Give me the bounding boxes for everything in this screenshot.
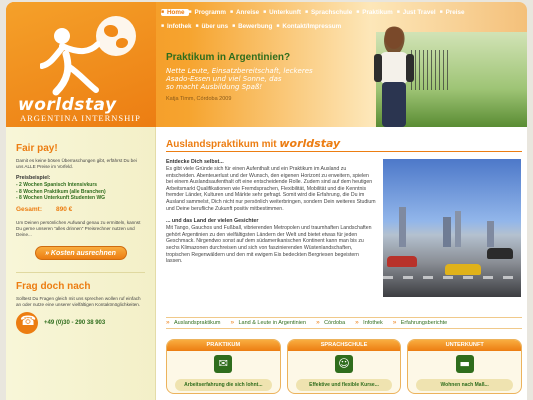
logo[interactable] [6,2,156,127]
feature-box-unterkunft [407,339,522,394]
price-item: - 8 Wochen Unterkunft Studenten WG [16,195,106,201]
fair-pay-section [6,127,155,260]
page-title [166,137,340,150]
main-content [156,127,527,400]
quick-link[interactable]: » Infothek [355,320,383,326]
price-total-label: Gesamt: [16,205,43,213]
nav-item-infothek[interactable]: ■ Infothek [161,23,196,30]
taxi [445,264,481,275]
car [487,248,513,259]
speech-icon: ☺ [335,355,353,373]
feature-box-title: PRAKTIKUM [167,340,280,351]
hero-quote-line: Asado-Essen und viel Sonne, das [166,75,282,83]
feature-boxes [166,339,522,394]
nav-item-über-uns[interactable]: ■ über uns [196,23,233,30]
feature-box-icon-wrap [408,351,521,377]
city-street-photo [383,159,521,297]
feature-box-button[interactable]: Arbeitserfahrung die sich lohnt... [175,379,272,391]
quick-links [166,317,522,329]
price-item: - 2 Wochen Spanisch Intensivkurs [16,182,98,188]
skyline-tower [455,211,461,247]
phone-row [16,312,145,334]
hero-text [166,52,366,102]
price-example-title: Preisbeispiel: [16,175,51,181]
phone-icon [16,312,38,334]
hero-title: Praktikum in Argentinien? [166,52,291,63]
brand-subtitle: ARGENTINA INTERNSHIP [20,113,141,123]
contact-text: Solltest Du Fragen gleich mit uns sprechen wollen ruf einfach an oder nutze eine unserer vielfältigen Kontaktmöglichkeiten. [16,295,141,307]
feature-box-praktikum [166,339,281,394]
cost-calculator-text: Um Deinen persönlichen Aufwand genau zu ermitteln, kannst Du gerne unseren "alles drinnen" Preisrechner nutzen und Deine... [16,219,141,237]
quick-link[interactable]: » Land & Leute in Argentinien [230,320,306,326]
feature-box-icon-wrap [167,351,280,377]
sidebar [6,127,156,400]
price-total-value: 890 € [56,205,73,213]
skyline-tower [487,221,494,247]
nav-item-bewerbung[interactable]: ■ Bewerbung [232,23,276,30]
hero-cite: Katja Timm, Córdoba 2009 [166,96,232,102]
main-nav [161,6,525,32]
feature-box-title: SPRACHSCHULE [288,340,401,351]
feature-box-title: UNTERKUNFT [408,340,521,351]
feature-box-icon-wrap [288,351,401,377]
nav-item-sprachschule[interactable]: ■ Sprachschule [305,9,356,16]
nav-item-unterkunft[interactable]: ■ Unterkunft [263,9,305,16]
nav-row-2 [161,20,525,32]
phone-number[interactable]: +49 (0)30 - 290 38 903 [44,319,106,326]
hero-quote [166,67,366,91]
quick-link[interactable]: » Erfahrungsberichte [393,320,447,326]
nav-item-anreise[interactable]: ■ Anreise [230,9,263,16]
quick-link[interactable]: » Córdoba [316,320,345,326]
fair-pay-title: Fair pay! [16,143,58,154]
feature-box-button[interactable]: Effektive und flexible Kurse... [296,379,393,391]
section-text: Mit Tango, Gauchos und Fußball, vibrierenden Metropolen und traumhaften Landschaften gehört Argentinien zu den vielfältigsten Ländern der Welt und bietet etwas für jeden Geschmack. Nirgendwo sonst auf dem südamerikanischen Kontinent kann man bis zu sechs Klimazonen durchreisen und sich von faszinierenden Wüstenlandschaften, tropischen Regenwäldern und den mit ewigem Eis bedeckten Bergriesen begeistern lassen. [166,225,372,265]
car [387,256,417,267]
briefcase-icon: ✉ [214,355,232,373]
nav-item-kontakt-impressum[interactable]: ■ Kontakt/Impressum [276,23,345,30]
nav-row-1 [161,6,525,18]
section-heading: ... und das Land der vielen Gesichter [166,218,259,225]
page-title-text: Auslandspraktikum mit [166,139,277,150]
price-example-list [16,182,145,202]
nav-item-preise[interactable]: ■ Preise [440,9,469,16]
skyline-tower [443,217,451,247]
road-lane [383,276,521,279]
nav-item-home[interactable]: ■ Home [161,9,189,16]
article-body [166,159,376,265]
bed-icon: ▬ [456,355,474,373]
feature-box-sprachschule [287,339,402,394]
hero-quote-line: so macht Ausbildung Spaß! [166,83,263,91]
hero-photo-person [364,24,424,127]
quick-link[interactable]: » Auslandspraktikum [166,320,220,326]
calculate-costs-button[interactable]: » Kosten ausrechnen [35,246,127,260]
title-divider [166,151,522,152]
runner-logo-icon [40,24,100,96]
nav-item-praktikum[interactable]: ■ Praktikum [356,9,396,16]
contact-section [6,281,155,334]
hero-quote-line: Nette Leute, Einsatzbereitschaft, leckeres [166,67,313,75]
skyline-tower [399,207,406,247]
header [6,2,527,127]
fair-pay-text: Damit es keine bösen Überraschungen gibt, erfährst Du bei uns ALLE Preise im Vorfeld. [16,158,137,169]
globe-icon [96,16,136,56]
nav-item-programm[interactable]: ■ Programm [189,9,231,16]
section-text: Es gibt viele Gründe sich für einen Aufenthalt und ein Praktikum im Ausland zu entscheiden. Abenteuerlust und der Wunsch, den eigenen Horizont zu erweitern, spielen bei einem Auslandsaufenthalt oft eine entscheidende Rolle. Zudem sind auf dem heutigen Arbeitsmarkt Qualifikationen wie Fremdsprachen, Flexibilität, Mobilität und die Kenntnis fremder Länder, Kulturen und Märkte sehr gefragt. Somit wird die Erfahrung, die Du im Ausland sammelst, Dich nicht nur persönlich weiterbringen, sondern Dein weiteres Studium und Deine berufliche Zukunft positiv mitbestimmen. [166,166,376,212]
feature-box-button[interactable]: Wohnen nach Maß... [416,379,513,391]
contact-title: Frag doch nach [16,280,91,292]
section-heading: Entdecke Dich selbst... [166,159,224,165]
price-item: - 8 Wochen Praktikum (alle Branchen) [16,188,106,195]
price-total [16,206,145,213]
page-frame [6,2,527,400]
nav-item-just-travel[interactable]: ■ Just Travel [397,9,440,16]
brand-name: worldstay [18,95,117,115]
page-title-brand: worldstay [279,137,341,150]
sidebar-divider [16,272,145,273]
